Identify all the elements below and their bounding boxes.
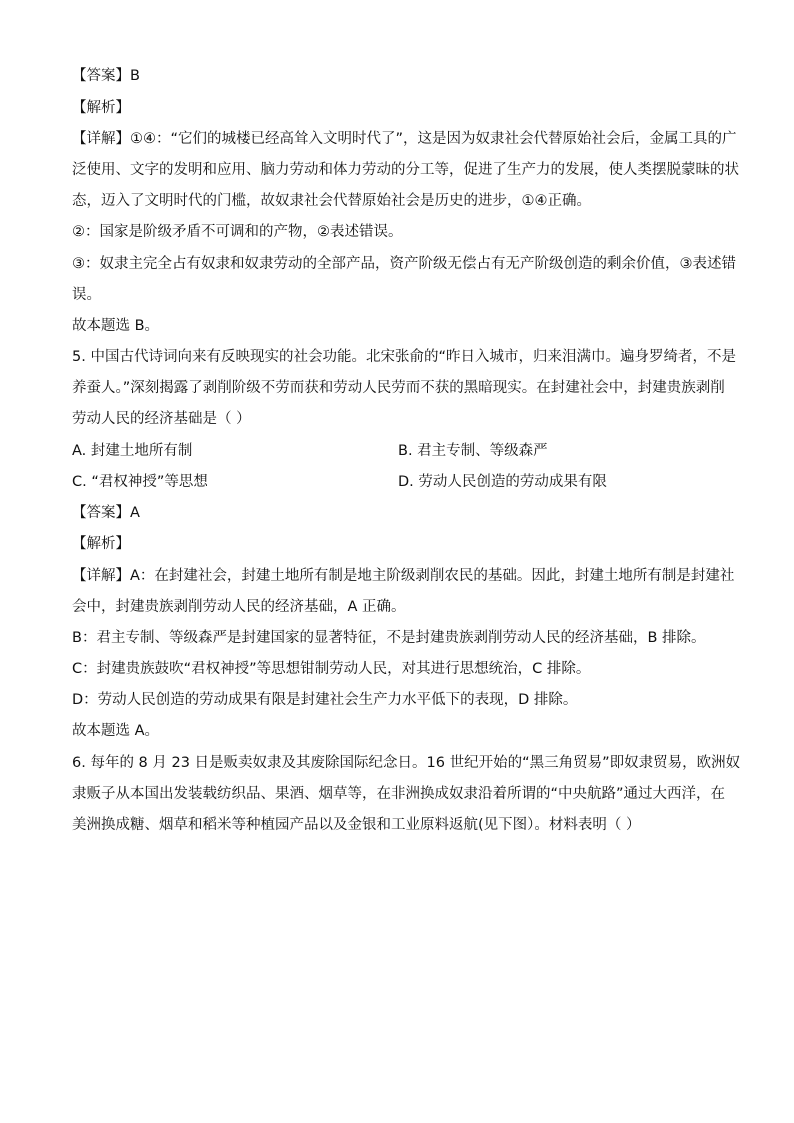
q5-stem-line-1: 5. 中国古代诗词向来有反映现实的社会功能。北宋张俞的“昨日入城市，归来泪满巾。遍身罗绮者，不是 — [72, 349, 736, 365]
q4-item-2: ②：国家是阶级矛盾不可调和的产物，②表述错误。 — [72, 224, 403, 240]
q5-detail-line-2: 会中，封建贵族剥削劳动人民的经济基础，A 正确。 — [72, 599, 406, 615]
q6-stem-line-1: 6. 每年的 8 月 23 日是贩卖奴隶及其废除国际纪念日。16 世纪开始的“黑三角贸易”即奴隶贸易，欧洲奴 — [72, 755, 741, 771]
q5-item-d: D：劳动人民创造的劳动成果有限是封建社会生产力水平低下的表现，D 排除。 — [72, 692, 578, 708]
q5-detail-line-1: 【详解】A：在封建社会，封建土地所有制是地主阶级剥削农民的基础。因此，封建土地所有制是封建社 — [72, 568, 735, 584]
q5-item-b: B：君主专制、等级森严是封建国家的显著特征，不是封建贵族剥削劳动人民的经济基础，B 排除。 — [72, 630, 706, 646]
q6-stem-line-3: 美洲换成糖、烟草和稻米等种植园产品以及金银和工业原料返航(见下图）。材料表明（ ） — [72, 817, 641, 833]
q5-answer: 【答案】A — [72, 505, 140, 521]
q4-detail-line-1: 【详解】①④：“它们的城楼已经高耸入文明时代了”，这是因为奴隶社会代替原始社会后，金属工具的广 — [72, 131, 737, 147]
q5-option-a: A. 封建土地所有制 — [72, 443, 193, 459]
q4-item-3-line-1: ③：奴隶主完全占有奴隶和奴隶劳动的全部产品，资产阶级无偿占有无产阶级创造的剩余价值，③表述错 — [72, 256, 736, 272]
q4-detail-line-3: 态，迈入了文明时代的门槛，故奴隶社会代替原始社会是历史的进步，①④正确。 — [72, 193, 591, 209]
q4-item-3-line-2: 误。 — [72, 287, 101, 303]
q4-detail-line-2: 泛使用、文字的发明和应用、脑力劳动和体力劳动的分工等，促进了生产力的发展，使人类摆脱蒙昧的状 — [72, 162, 739, 178]
q5-analysis-heading: 【解析】 — [72, 536, 130, 552]
q5-option-d: D. 劳动人民创造的劳动成果有限 — [398, 474, 607, 490]
q5-option-c: C. “君权神授”等思想 — [72, 474, 208, 490]
q5-item-c: C：封建贵族鼓吹“君权神授”等思想钳制劳动人民，对其进行思想统治，C 排除。 — [72, 661, 591, 677]
q5-option-b: B. 君主专制、等级森严 — [398, 443, 548, 459]
q5-stem-line-2: 养蚕人。”深刻揭露了剥削阶级不劳而获和劳动人民劳而不获的黑暗现实。在封建社会中，封建贵族剥削 — [72, 380, 725, 396]
q5-conclusion: 故本题选 A。 — [72, 723, 160, 739]
q4-conclusion: 故本题选 B。 — [72, 318, 160, 334]
q4-analysis-heading: 【解析】 — [72, 100, 130, 116]
q4-answer: 【答案】B — [72, 68, 140, 84]
q6-stem-line-2: 隶贩子从本国出发装载纺织品、果酒、烟草等，在非洲换成奴隶沿着所谓的“中央航路”通过大西洋，在 — [72, 786, 726, 802]
q5-stem-line-3: 劳动人民的经济基础是（ ） — [72, 411, 251, 427]
